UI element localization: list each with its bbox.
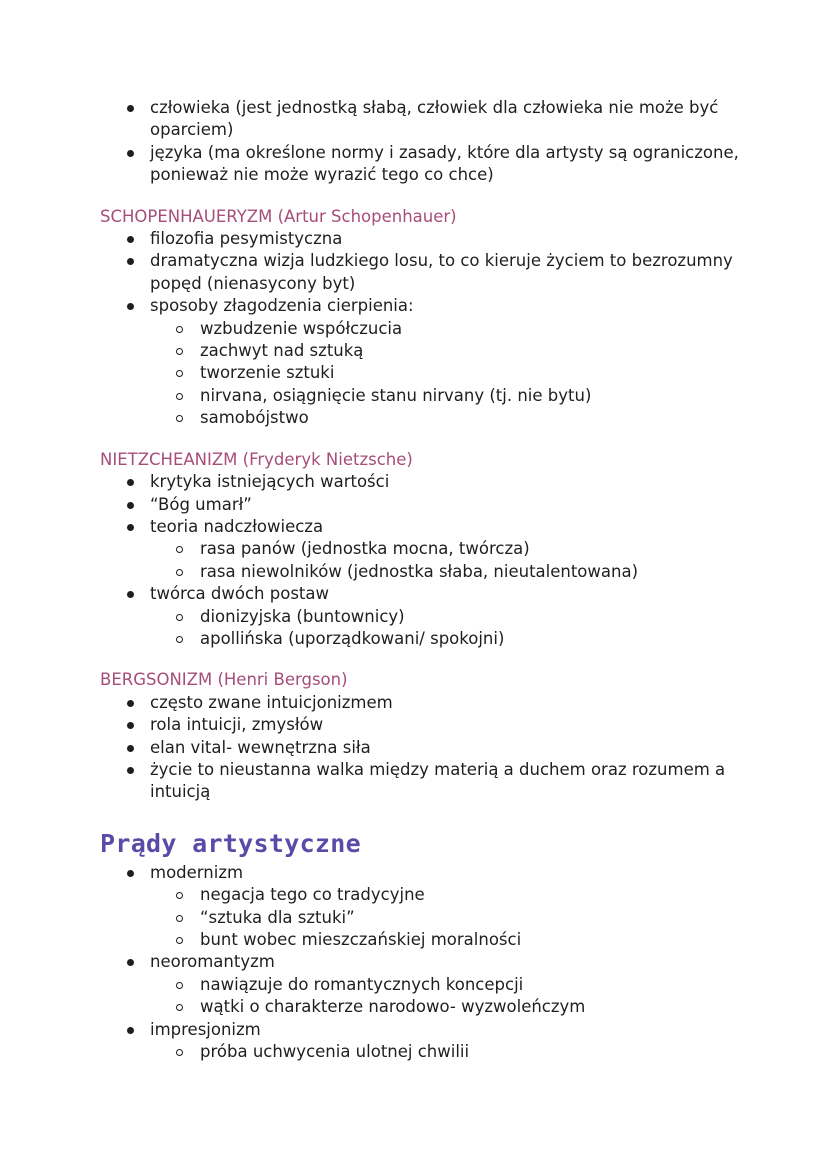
list-item-text: elan vital- wewnętrzna siła bbox=[150, 737, 371, 757]
bullet-icon bbox=[127, 303, 134, 310]
list-item-text: języka (ma określone normy i zasady, które dla artysty są ograniczone, ponieważ nie może wyrazić tego co chce) bbox=[150, 142, 739, 185]
bullet-icon bbox=[127, 1027, 134, 1034]
bullet-icon bbox=[127, 105, 134, 112]
sublist-item-text: nirvana, osiągnięcie stanu nirvany (tj. nie bytu) bbox=[200, 385, 592, 405]
bullet-icon bbox=[127, 722, 134, 729]
list-item bbox=[100, 97, 740, 142]
sublist-item bbox=[100, 628, 740, 650]
list-item bbox=[100, 583, 740, 650]
sublist-item bbox=[100, 561, 740, 583]
bullet-icon bbox=[127, 767, 134, 774]
list-item bbox=[100, 951, 740, 1018]
list-item bbox=[100, 471, 740, 493]
art-movements-list bbox=[100, 862, 740, 1064]
hollow-bullet-icon bbox=[176, 393, 183, 400]
schopenhauer-list bbox=[100, 228, 740, 430]
bullet-icon bbox=[127, 700, 134, 707]
section-heading-bergson: BERGSONIZM (Henri Bergson) bbox=[100, 670, 348, 690]
list-item-text: modernizm bbox=[150, 862, 244, 882]
list-item bbox=[100, 295, 740, 429]
bullet-icon bbox=[127, 591, 134, 598]
hollow-bullet-icon bbox=[176, 1004, 183, 1011]
list-item-text: człowieka (jest jednostką słabą, człowiek dla człowieka nie może być oparciem) bbox=[150, 98, 719, 140]
bullet-icon bbox=[127, 959, 134, 966]
sublist-item bbox=[100, 929, 740, 951]
sublist-item-text: bunt wobec mieszczańskiej moralności bbox=[200, 930, 522, 949]
sublist-item-text: tworzenie sztuki bbox=[200, 363, 335, 383]
bergson-list bbox=[100, 692, 740, 804]
sublist-item-text: rasa niewolników (jednostka słaba, nieutalentowana) bbox=[200, 561, 639, 581]
list-item bbox=[100, 759, 740, 804]
sublist-item bbox=[100, 362, 740, 384]
hollow-bullet-icon bbox=[176, 937, 183, 944]
sublist-item-text: dionizyjska (buntownicy) bbox=[200, 606, 405, 626]
list-item-text: sposoby złagodzenia cierpienia: bbox=[150, 296, 414, 316]
sublist-item bbox=[100, 538, 740, 560]
sublist-item-text: “sztuka dla sztuki” bbox=[200, 907, 355, 927]
list-item bbox=[100, 862, 740, 952]
bullet-icon bbox=[127, 524, 134, 531]
nietzsche-list bbox=[100, 471, 740, 650]
sublist-item bbox=[100, 996, 740, 1018]
bullet-icon bbox=[127, 745, 134, 752]
hollow-bullet-icon bbox=[176, 915, 183, 922]
bullet-icon bbox=[127, 870, 134, 877]
sublist-item bbox=[100, 340, 740, 362]
art-movements-heading: Prądy artystyczne bbox=[100, 828, 361, 858]
sublist-item-text: zachwyt nad sztuką bbox=[200, 341, 364, 361]
sublist-item bbox=[100, 318, 740, 340]
sublist bbox=[150, 318, 740, 430]
list-item bbox=[100, 714, 740, 736]
list-item-text: neoromantyzm bbox=[150, 952, 275, 972]
sublist bbox=[150, 606, 740, 651]
sublist-item bbox=[100, 974, 740, 996]
hollow-bullet-icon bbox=[176, 415, 183, 422]
list-item-text: często zwane intuicjonizmem bbox=[150, 692, 393, 712]
hollow-bullet-icon bbox=[176, 370, 183, 377]
sublist-item bbox=[100, 606, 740, 628]
hollow-bullet-icon bbox=[176, 892, 183, 899]
sublist bbox=[150, 974, 740, 1019]
list-item-text: filozofia pesymistyczna bbox=[150, 229, 343, 249]
sublist-item bbox=[100, 407, 740, 429]
sublist-item-text: rasa panów (jednostka mocna, twórcza) bbox=[200, 539, 530, 559]
intro-list bbox=[100, 97, 740, 187]
sublist-item-text: nawiązuje do romantycznych koncepcji bbox=[200, 974, 524, 994]
list-item bbox=[100, 516, 740, 583]
list-item-text: impresjonizm bbox=[150, 1019, 261, 1039]
hollow-bullet-icon bbox=[176, 636, 183, 643]
list-item bbox=[100, 737, 740, 759]
sublist-item bbox=[100, 1041, 740, 1063]
list-item bbox=[100, 142, 740, 187]
list-item-text: dramatyczna wizja ludzkiego losu, to co kieruje życiem to bezrozumny popęd (nienasycony byt) bbox=[150, 251, 733, 293]
bullet-icon bbox=[127, 258, 134, 265]
bullet-icon bbox=[127, 236, 134, 243]
bullet-icon bbox=[127, 502, 134, 509]
list-item bbox=[100, 692, 740, 714]
sublist-item-text: próba uchwycenia ulotnej chwilii bbox=[200, 1042, 470, 1062]
list-item-text: krytyka istniejących wartości bbox=[150, 472, 390, 492]
bullet-icon bbox=[127, 150, 134, 157]
hollow-bullet-icon bbox=[176, 982, 183, 989]
list-item-text: twórca dwóch postaw bbox=[150, 584, 329, 604]
list-item bbox=[100, 1019, 740, 1064]
sublist bbox=[150, 884, 740, 951]
sublist-item-text: wątki o charakterze narodowo- wyzwoleńczym bbox=[200, 997, 586, 1017]
list-item-text: życie to nieustanna walka między materią a duchem oraz rozumem a intuicją bbox=[150, 759, 726, 802]
hollow-bullet-icon bbox=[176, 546, 183, 553]
sublist-item-text: negacja tego co tradycyjne bbox=[200, 885, 425, 905]
sublist-item-text: wzbudzenie współczucia bbox=[200, 318, 403, 338]
list-item bbox=[100, 494, 740, 516]
hollow-bullet-icon bbox=[176, 569, 183, 576]
sublist bbox=[150, 538, 740, 583]
document-page bbox=[100, 97, 740, 1063]
sublist-item-text: apollińska (uporządkowani/ spokojni) bbox=[200, 628, 505, 648]
sublist-item bbox=[100, 385, 740, 407]
list-item bbox=[100, 228, 740, 250]
list-item-text: teoria nadczłowiecza bbox=[150, 516, 324, 536]
section-heading-schopenhauer: SCHOPENHAUERYZM (Artur Schopenhauer) bbox=[100, 206, 457, 226]
list-item bbox=[100, 250, 740, 295]
hollow-bullet-icon bbox=[176, 326, 183, 333]
sublist-item bbox=[100, 884, 740, 906]
bullet-icon bbox=[127, 479, 134, 486]
list-item-text: rola intuicji, zmysłów bbox=[150, 715, 324, 735]
sublist bbox=[150, 1041, 740, 1063]
list-item-text: “Bóg umarł” bbox=[150, 494, 252, 514]
sublist-item bbox=[100, 907, 740, 929]
sublist-item-text: samobójstwo bbox=[200, 408, 309, 428]
hollow-bullet-icon bbox=[176, 614, 183, 621]
hollow-bullet-icon bbox=[176, 348, 183, 355]
section-heading-nietzsche: NIETZCHEANIZM (Fryderyk Nietzsche) bbox=[100, 449, 413, 469]
hollow-bullet-icon bbox=[176, 1049, 183, 1056]
